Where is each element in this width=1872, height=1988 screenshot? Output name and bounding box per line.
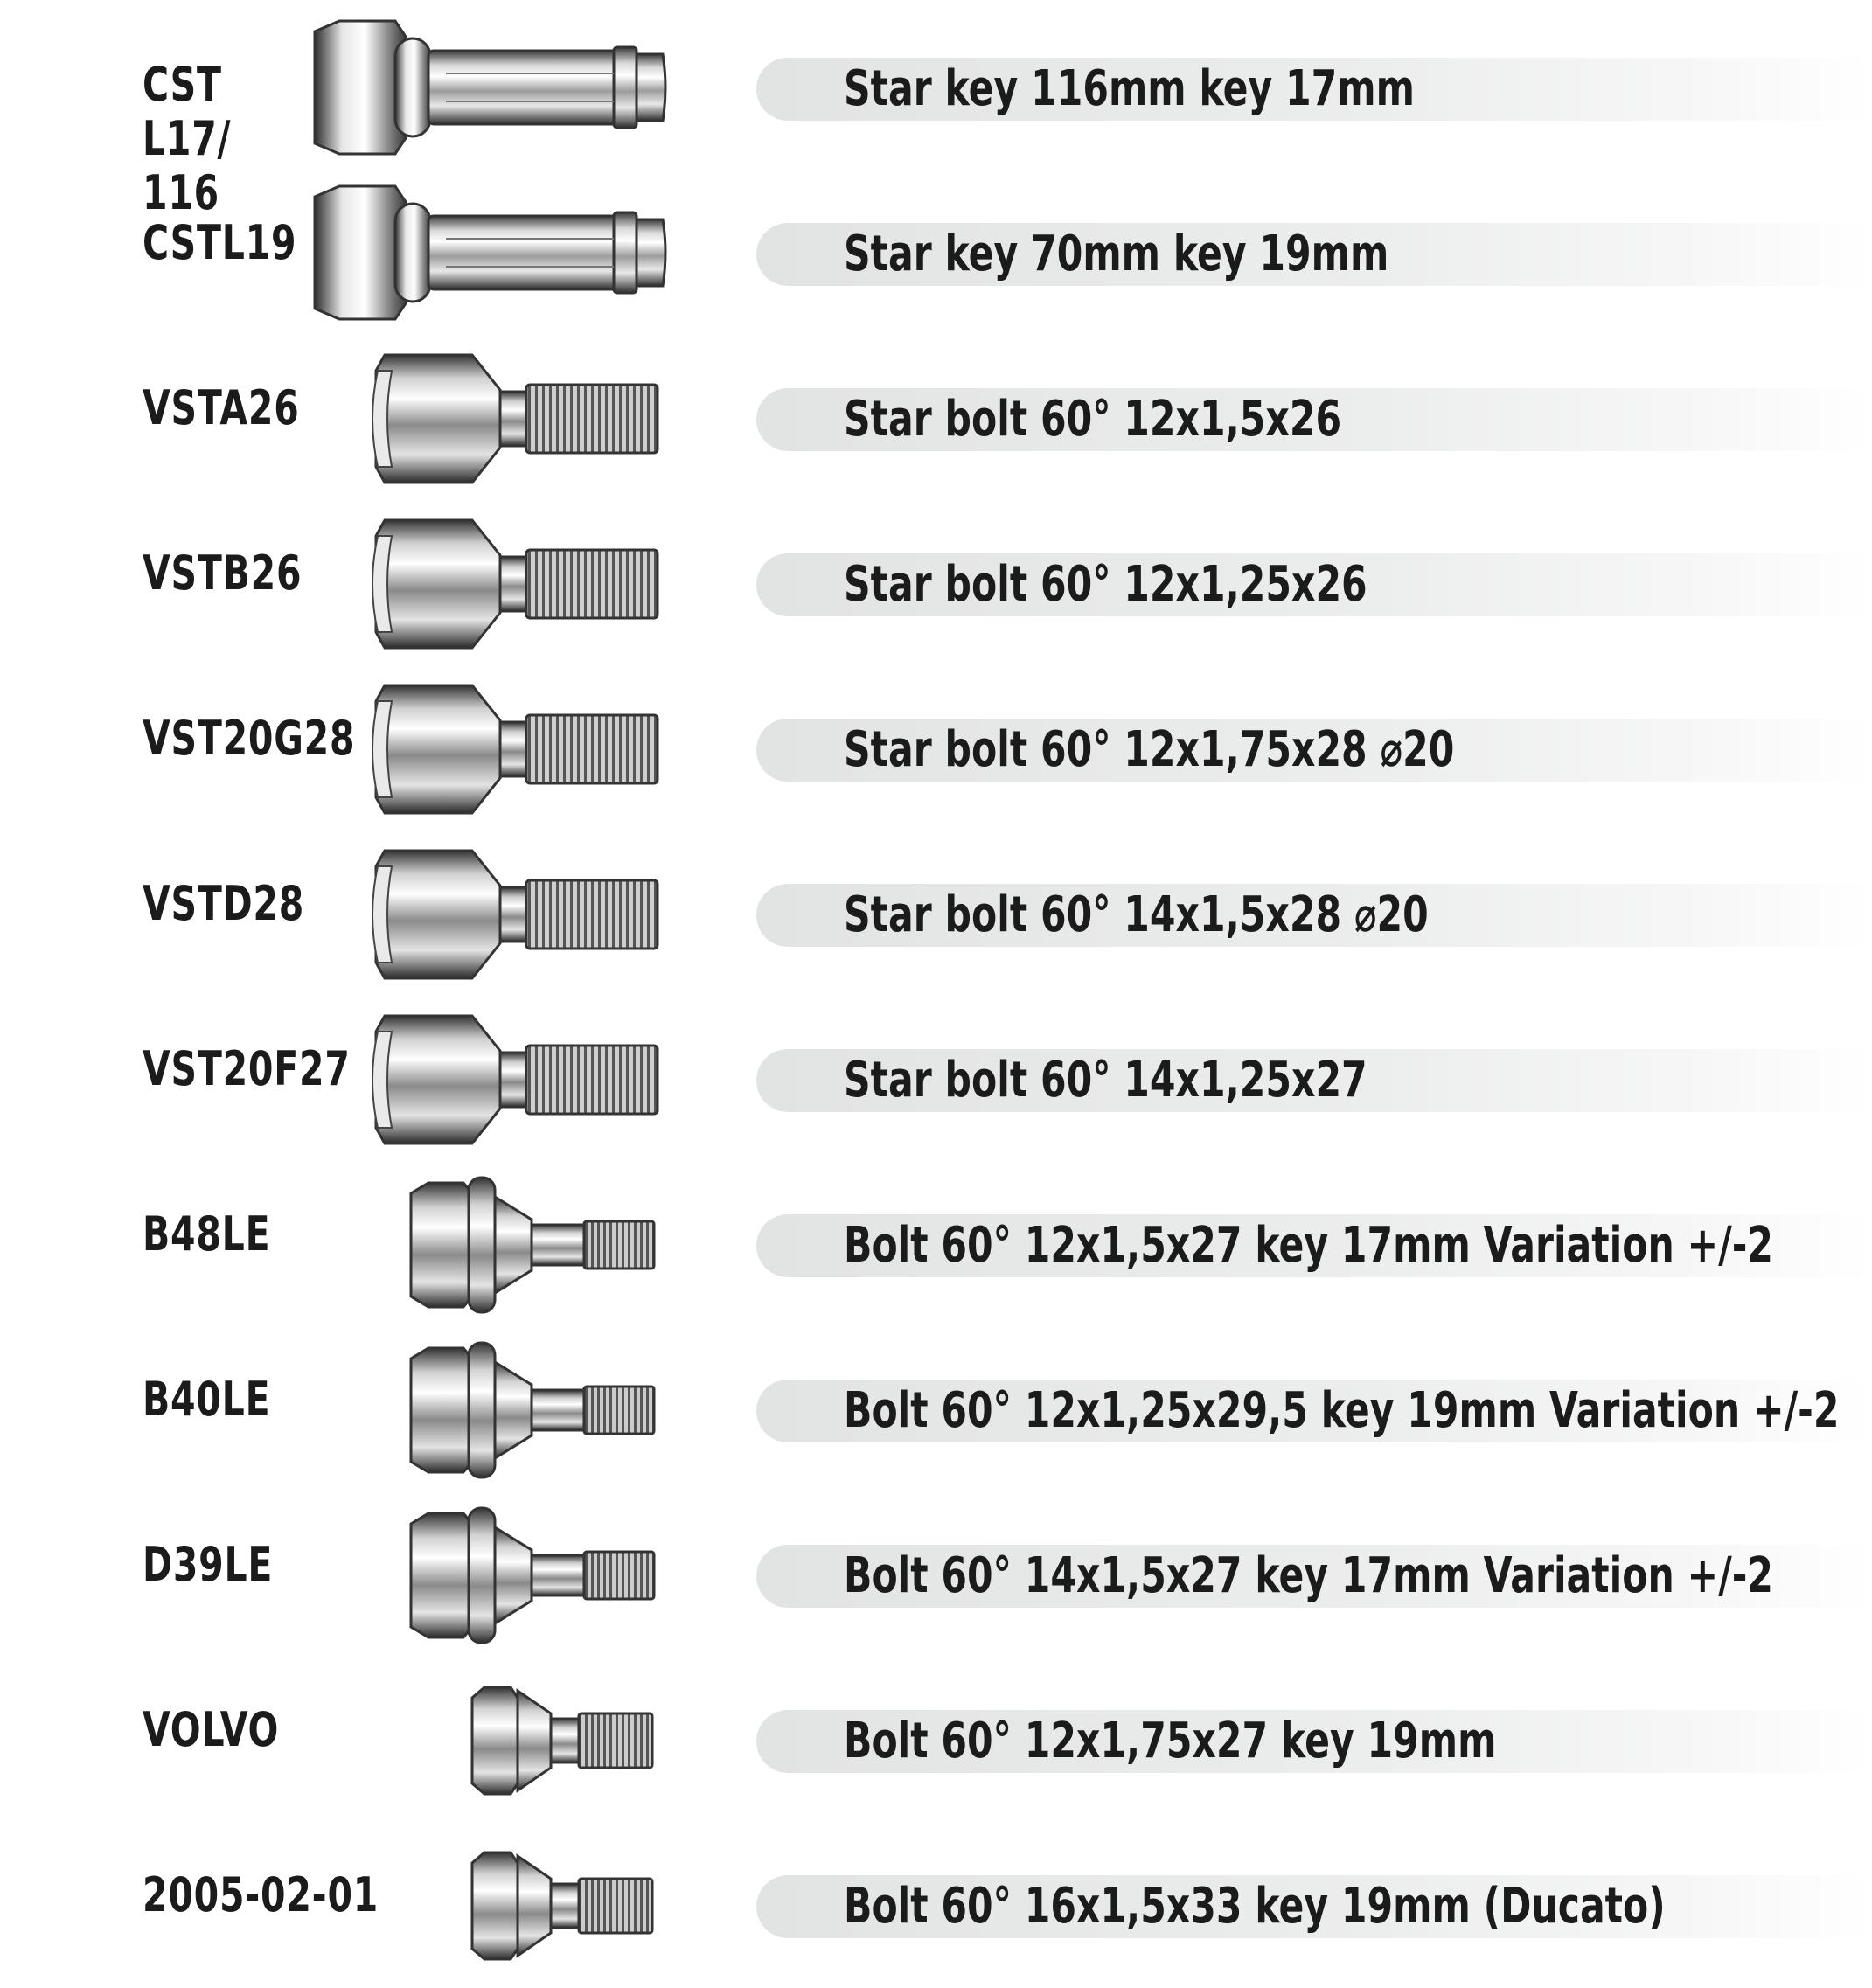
part-description: Bolt 60° 14x1,5x27 key 17mm Variation +/-2	[844, 1547, 1774, 1604]
star-bolt-icon	[297, 666, 734, 831]
list-item	[0, 1658, 1872, 1823]
list-item	[0, 997, 1872, 1162]
part-description: Star bolt 60° 14x1,25x27	[844, 1052, 1367, 1109]
list-item	[0, 666, 1872, 831]
part-description: Bolt 60° 12x1,75x27 key 19mm	[844, 1713, 1497, 1769]
part-description: Star key 116mm key 17mm	[844, 60, 1415, 117]
hex-bolt-icon	[297, 1162, 734, 1327]
list-item	[0, 831, 1872, 997]
hex-bolt-icon	[297, 1492, 734, 1658]
part-code: 2005-02-01	[143, 1867, 379, 1922]
list-item	[0, 1823, 1872, 1988]
part-code: B48LE	[143, 1206, 271, 1262]
part-description: Star bolt 60° 12x1,5x26	[844, 391, 1342, 448]
part-code: CSTL19	[143, 215, 297, 270]
part-description: Star bolt 60° 12x1,25x26	[844, 556, 1367, 613]
part-code: CSTL17/116	[143, 57, 232, 220]
list-item	[0, 1492, 1872, 1658]
part-code: B40LE	[143, 1372, 271, 1427]
list-item	[0, 170, 1872, 336]
part-description: Bolt 60° 12x1,25x29,5 key 19mm Variation +/-2	[844, 1382, 1840, 1439]
part-code: VSTD28	[143, 876, 305, 931]
short-hex-bolt-icon	[297, 1823, 734, 1988]
list-item	[0, 1162, 1872, 1327]
part-description: Bolt 60° 12x1,5x27 key 17mm Variation +/-2	[844, 1217, 1774, 1274]
part-description: Star bolt 60° 14x1,5x28 ⌀20	[844, 886, 1429, 943]
part-code: VST20F27	[143, 1041, 351, 1096]
star-bolt-icon	[297, 831, 734, 997]
star-key-icon	[297, 170, 734, 336]
part-code: VOLVO	[143, 1702, 280, 1757]
part-description: Bolt 60° 16x1,5x33 key 19mm (Ducato)	[844, 1878, 1666, 1935]
list-item	[0, 336, 1872, 501]
star-key-icon	[297, 5, 734, 170]
part-description: Star bolt 60° 12x1,75x28 ⌀20	[844, 721, 1455, 778]
list-item	[0, 1327, 1872, 1492]
part-code: VSTB26	[143, 546, 303, 601]
part-code: VSTA26	[143, 380, 300, 435]
part-code: D39LE	[143, 1537, 274, 1592]
short-hex-bolt-icon	[297, 1658, 734, 1823]
star-bolt-icon	[297, 997, 734, 1162]
list-item	[0, 501, 1872, 666]
part-code: VST20G28	[143, 711, 356, 766]
star-bolt-icon	[297, 501, 734, 666]
star-bolt-icon	[297, 336, 734, 501]
part-description: Star key 70mm key 19mm	[844, 226, 1389, 282]
list-item	[0, 5, 1872, 220]
hex-bolt-icon	[297, 1327, 734, 1492]
